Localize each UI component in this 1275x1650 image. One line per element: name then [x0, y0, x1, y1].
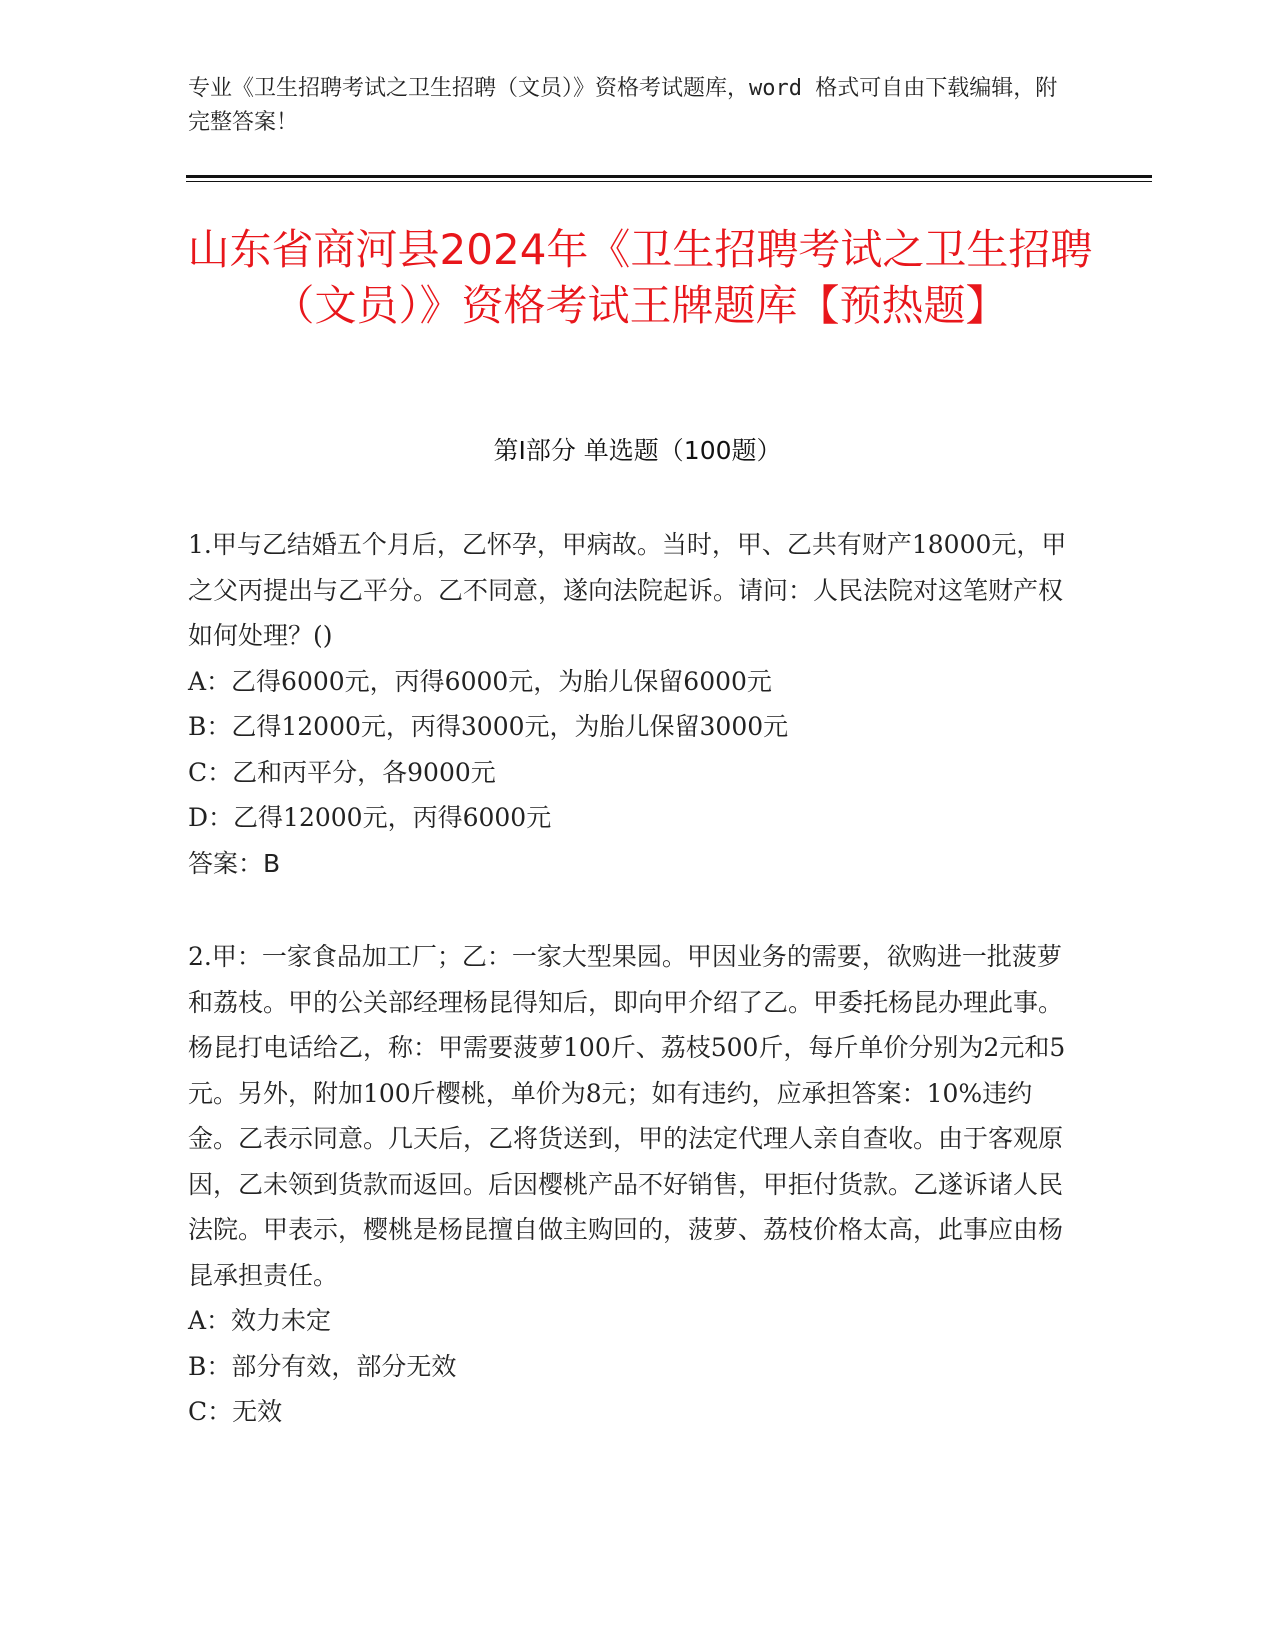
header-divider-thick: [186, 175, 1152, 178]
answer-line: 答案：B: [188, 848, 281, 878]
question-stem: 2.甲：一家食品加工厂；乙：一家大型果园。甲因业务的需要，欲购进一批菠萝和荔枝。甲的公关部经理杨昆得知后，即向甲介绍了乙。甲委托杨昆办理此事。杨昆打电话给乙，称：甲需要菠萝100斤、荔枝500斤，每斤单价分别为2元和5元。另外，附加100斤樱桃，单价为8元；如有违约，应承担答案：10%违约金。乙表示同意。几天后，乙将货送到，甲的法定代理人亲自查收。由于客观原因，乙未领到货款而返回。后因樱桃产品不好销售，甲拒付货款。乙遂诉诸人民法院。甲表示，樱桃是杨昆擅自做主购回的，菠萝、荔枝价格太高，此事应由杨昆承担责任。: [188, 942, 1066, 1290]
header-divider-thin: [186, 181, 1152, 182]
option-c: C：无效: [188, 1397, 283, 1426]
option-a: A：乙得6000元，丙得6000元，为胎儿保留6000元: [188, 666, 772, 696]
question-2: [188, 934, 1078, 1435]
option-c: C：乙和丙平分，各9000元: [188, 757, 496, 787]
document-title: 山东省商河县2024年《卫生招聘考试之卫生招聘（文员）》资格考试王牌题库【预热题】: [187, 225, 1093, 330]
option-b: B：部分有效，部分无效: [188, 1351, 457, 1381]
header-note: 专业《卫生招聘考试之卫生招聘（文员）》资格考试题库，word 格式可自由下载编辑，附完整答案！: [188, 76, 1058, 135]
option-b: B：乙得12000元，丙得3000元，为胎儿保留3000元: [188, 712, 789, 741]
option-d: D：乙得12000元，丙得6000元: [188, 803, 552, 832]
section-heading: 第Ⅰ部分 单选题（100题）: [493, 436, 782, 465]
option-a: A：效力未定: [188, 1306, 332, 1335]
question-stem: 1.甲与乙结婚五个月后，乙怀孕，甲病故。当时，甲、乙共有财产18000元，甲之父丙提出与乙平分。乙不同意，遂向法院起诉。请问：人民法院对这笔财产权如何处理？(): [188, 530, 1067, 650]
question-1: [188, 522, 1078, 886]
